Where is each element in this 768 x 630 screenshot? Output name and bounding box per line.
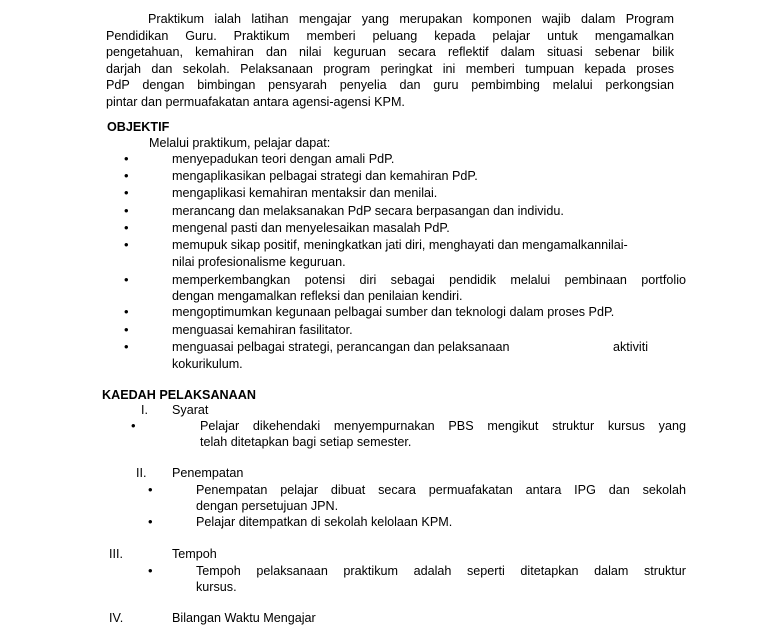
- bullet-icon: •: [124, 339, 129, 354]
- section-point: Penempatan pelajar dibuat secara permuafakatan antara IPG dan sekolah: [196, 483, 686, 497]
- section-point-continuation: dengan persetujuan JPN.: [196, 499, 339, 513]
- objektif-item: mengaplikasi kemahiran mentaksir dan menilai.: [172, 186, 438, 200]
- bullet-icon: •: [124, 220, 129, 235]
- objektif-item-continuation: nilai profesionalisme keguruan.: [172, 255, 346, 269]
- kaedah-heading: KAEDAH PELAKSANAAN: [102, 388, 256, 402]
- intro-line: PdP dengan bimbingan pensyarah penyelia dan guru pembimbing melalui perkongsian: [106, 78, 674, 92]
- section-title-syarat: Syarat: [172, 403, 209, 417]
- bullet-icon: •: [124, 168, 129, 183]
- bullet-icon: •: [124, 237, 129, 252]
- section-point-continuation: telah ditetapkan bagi setiap semester.: [200, 435, 412, 449]
- bullet-icon: •: [148, 482, 153, 497]
- bullet-icon: •: [124, 304, 129, 319]
- objektif-item: mengoptimumkan kegunaan pelbagai sumber dan teknologi dalam proses PdP.: [172, 305, 615, 319]
- objektif-item: merancang dan melaksanakan PdP secara berpasangan dan individu.: [172, 204, 564, 218]
- section-numeral: I.: [141, 403, 148, 417]
- objektif-item-trailing-word: aktiviti: [613, 340, 648, 354]
- bullet-icon: •: [124, 185, 129, 200]
- objektif-heading: OBJEKTIF: [107, 120, 170, 134]
- objektif-item-continuation: kokurikulum.: [172, 357, 243, 371]
- section-point: Pelajar dikehendaki menyempurnakan PBS mengikut struktur kursus yang: [200, 419, 686, 433]
- intro-line: Pendidikan Guru. Praktikum memberi peluang kepada pelajar untuk mengamalkan: [106, 28, 674, 43]
- intro-paragraph: [106, 11, 674, 110]
- bullet-icon: •: [124, 322, 129, 337]
- objektif-item: menyepadukan teori dengan amali PdP.: [172, 152, 395, 166]
- objektif-item: memupuk sikap positif, meningkatkan jati diri, menghayati dan mengamalkannilai-: [172, 238, 628, 252]
- intro-line: pengetahuan, kemahiran dan nilai keguruan secara reflektif dalam situasi sebenar bilik: [106, 45, 674, 59]
- bullet-icon: •: [124, 203, 129, 218]
- section-point: Tempoh pelaksanaan praktikum adalah seperti ditetapkan dalam struktur: [196, 564, 686, 578]
- section-point: Pelajar ditempatkan di sekolah kelolaan KPM.: [196, 515, 453, 529]
- section-title-tempoh: Tempoh: [172, 547, 217, 561]
- section-numeral: II.: [136, 466, 147, 480]
- bullet-icon: •: [124, 151, 129, 166]
- bullet-icon: •: [131, 418, 136, 433]
- objektif-item: menguasai pelbagai strategi, perancangan dan pelaksanaan: [172, 340, 510, 354]
- objektif-item: mengenal pasti dan menyelesaikan masalah PdP.: [172, 221, 450, 235]
- bullet-icon: •: [148, 514, 153, 529]
- objektif-lead: Melalui praktikum, pelajar dapat:: [149, 136, 331, 150]
- bullet-icon: •: [124, 272, 129, 287]
- objektif-item-continuation: dengan mengamalkan refleksi dan penilaian kendiri.: [172, 289, 463, 303]
- section-numeral: IV.: [109, 611, 124, 625]
- objektif-item: menguasai kemahiran fasilitator.: [172, 323, 353, 337]
- intro-line: pintar dan permuafakatan antara agensi-agensi KPM.: [106, 94, 405, 109]
- objektif-item: memperkembangkan potensi diri sebagai pendidik melalui pembinaan portfolio: [172, 273, 686, 287]
- section-title-bilangan-waktu: Bilangan Waktu Mengajar: [172, 611, 316, 625]
- section-numeral: III.: [109, 547, 123, 561]
- bullet-icon: •: [148, 563, 153, 578]
- section-point-continuation: kursus.: [196, 580, 237, 594]
- objektif-item: mengaplikasikan pelbagai strategi dan kemahiran PdP.: [172, 169, 478, 183]
- section-title-penempatan: Penempatan: [172, 466, 244, 480]
- intro-line: Praktikum ialah latihan mengajar yang merupakan komponen wajib dalam Program: [148, 12, 674, 26]
- intro-line: darjah dan sekolah. Pelaksanaan program peringkat ini memberi tumpuan kepada proses: [106, 61, 674, 76]
